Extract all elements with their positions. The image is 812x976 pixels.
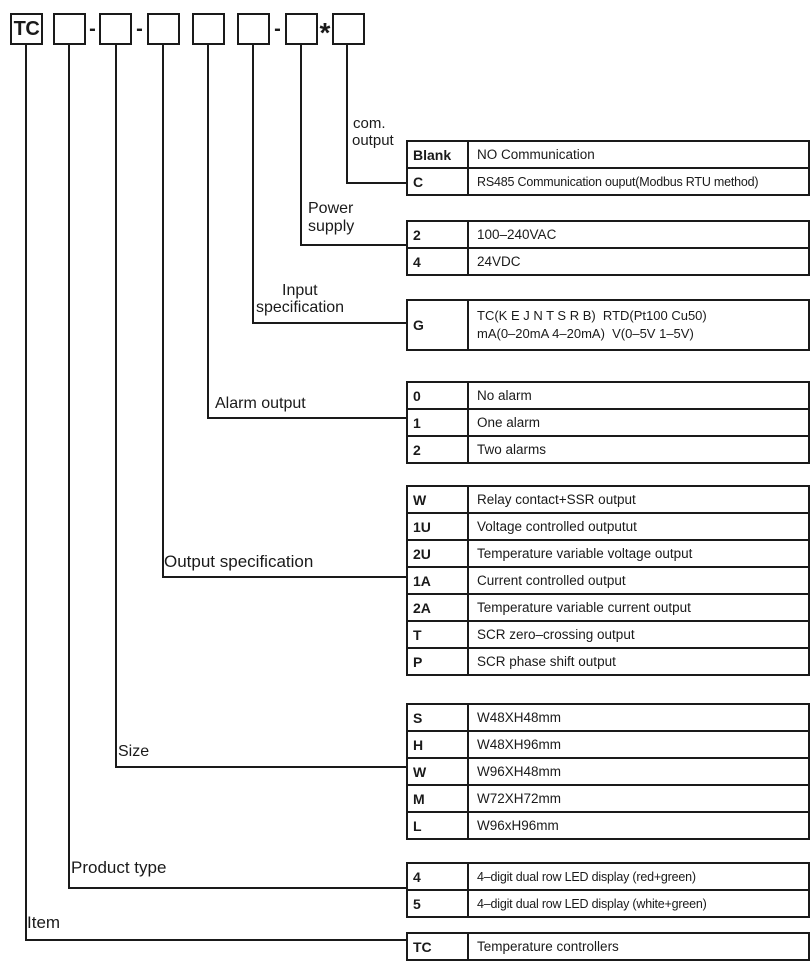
section-label-power-line2: supply — [308, 218, 355, 235]
code-cell: T — [408, 622, 469, 647]
table-row — [408, 705, 808, 730]
model-code-box-6 — [285, 13, 318, 45]
section-label-com-output-line2: output — [352, 132, 394, 149]
connector-hline-product-type — [68, 887, 406, 889]
desc-cell: Current controlled output — [477, 573, 626, 588]
code-cell: 2U — [408, 541, 469, 566]
desc-cell: Two alarms — [477, 442, 547, 457]
connector-hline-input-spec — [252, 322, 406, 324]
desc-cell: 24VDC — [477, 254, 521, 269]
code-cell: 0 — [408, 383, 469, 408]
table-row — [408, 784, 808, 811]
connector-hline-output-spec — [162, 576, 406, 578]
code-cell: M — [408, 786, 469, 811]
connector-hline-item — [25, 939, 406, 941]
code-cell: S — [408, 705, 469, 730]
table-row — [408, 730, 808, 757]
desc-cell: 4–digit dual row LED display (red+green) — [477, 869, 696, 884]
table-row — [408, 934, 808, 959]
section-label-input-line2: specification — [256, 299, 345, 316]
desc-cell: Temperature controllers — [477, 939, 619, 954]
table-row — [408, 757, 808, 784]
code-cell: 4 — [408, 864, 469, 889]
desc-line-1: TC(K E J N T S R B) RTD(Pt100 Cu50) — [477, 308, 707, 324]
power-supply-table — [406, 220, 810, 276]
model-code-box-4 — [192, 13, 225, 45]
desc-cell: RS485 Communication ouput(Modbus RTU method) — [477, 174, 759, 189]
connector-hline-size — [115, 766, 406, 768]
table-row — [408, 811, 808, 838]
code-cell: G — [408, 301, 469, 349]
item-table — [406, 932, 810, 961]
section-label-product-type: Product type — [71, 858, 167, 877]
table-row — [408, 142, 808, 167]
code-cell: H — [408, 732, 469, 757]
section-label-alarm-output: Alarm output — [215, 395, 306, 412]
code-cell: W — [408, 487, 469, 512]
table-row — [408, 408, 808, 435]
size-table — [406, 703, 810, 840]
connector-vline-product-type — [68, 45, 70, 889]
model-code-box-1 — [53, 13, 86, 45]
code-cell: TC — [408, 934, 469, 959]
alarm-output-table — [406, 381, 810, 464]
input-specification-table — [406, 299, 810, 351]
desc-cell: W48XH48mm — [477, 710, 562, 725]
desc-cell: W96xH96mm — [477, 818, 559, 833]
code-separator-asterisk: * — [319, 17, 331, 48]
product-type-table — [406, 862, 810, 918]
table-row — [408, 222, 808, 247]
desc-cell: One alarm — [477, 415, 541, 430]
desc-cell: SCR zero–crossing output — [477, 627, 635, 642]
table-row — [408, 566, 808, 593]
model-code-box-5 — [237, 13, 270, 45]
code-cell: P — [408, 649, 469, 674]
code-separator-dash-3: - — [274, 17, 281, 40]
code-cell: 1A — [408, 568, 469, 593]
code-cell: L — [408, 813, 469, 838]
desc-line-2: mA(0–20mA 4–20mA) V(0–5V 1–5V) — [477, 326, 694, 341]
desc-cell: No alarm — [477, 388, 532, 403]
table-row — [408, 593, 808, 620]
desc-cell: Relay contact+SSR output — [477, 492, 636, 507]
table-row — [408, 383, 808, 408]
desc-cell: W48XH96mm — [477, 737, 562, 752]
com-output-table — [406, 140, 810, 196]
desc-cell: Temperature variable voltage output — [477, 546, 693, 561]
connector-vline-com-output — [346, 45, 348, 184]
model-code-box-7 — [332, 13, 365, 45]
table-row — [408, 167, 808, 194]
model-code-box-3 — [147, 13, 180, 45]
code-cell: C — [408, 169, 469, 194]
desc-cell — [469, 301, 808, 349]
table-row — [408, 512, 808, 539]
code-cell: 4 — [408, 249, 469, 274]
section-label-input-line1: Input — [282, 282, 318, 299]
table-row — [408, 487, 808, 512]
output-specification-table — [406, 485, 810, 676]
table-row — [408, 301, 808, 349]
code-cell: Blank — [408, 142, 469, 167]
table-row — [408, 889, 808, 916]
desc-cell: W96XH48mm — [477, 764, 562, 779]
desc-cell: W72XH72mm — [477, 791, 562, 806]
code-cell: 1U — [408, 514, 469, 539]
table-row — [408, 539, 808, 566]
desc-cell: 100–240VAC — [477, 227, 557, 242]
section-label-power-line1: Power — [308, 200, 354, 217]
connector-vline-item — [25, 45, 27, 941]
code-separator-dash-2: - — [136, 17, 143, 40]
connector-hline-power — [300, 244, 406, 246]
connector-vline-size — [115, 45, 117, 768]
code-separator-dash-1: - — [89, 17, 96, 40]
desc-cell: NO Communication — [477, 147, 595, 162]
connector-vline-input-spec — [252, 45, 254, 324]
table-row — [408, 864, 808, 889]
desc-cell: Temperature variable current output — [477, 600, 691, 615]
code-cell: 2A — [408, 595, 469, 620]
connector-vline-alarm — [207, 45, 209, 419]
code-cell: 2 — [408, 222, 469, 247]
code-cell: W — [408, 759, 469, 784]
prefix-code-text: TC — [13, 17, 40, 40]
connector-vline-output-spec — [162, 45, 164, 578]
desc-cell: Voltage controlled outputut — [477, 519, 637, 534]
model-code-box-prefix — [10, 13, 43, 45]
section-label-size: Size — [118, 743, 150, 760]
section-label-output-specification: Output specification — [164, 552, 314, 571]
section-label-com-output-line1: com. — [353, 115, 386, 132]
table-row — [408, 435, 808, 462]
connector-hline-com-output — [346, 182, 406, 184]
table-row — [408, 620, 808, 647]
code-cell: 2 — [408, 437, 469, 462]
connector-hline-alarm — [207, 417, 406, 419]
code-cell: 5 — [408, 891, 469, 916]
connector-vline-power — [300, 45, 302, 246]
table-row — [408, 647, 808, 674]
desc-cell: SCR phase shift output — [477, 654, 616, 669]
model-code-box-2 — [99, 13, 132, 45]
code-cell: 1 — [408, 410, 469, 435]
desc-cell: 4–digit dual row LED display (white+green) — [477, 896, 707, 911]
table-row — [408, 247, 808, 274]
section-label-item: Item — [27, 913, 61, 932]
